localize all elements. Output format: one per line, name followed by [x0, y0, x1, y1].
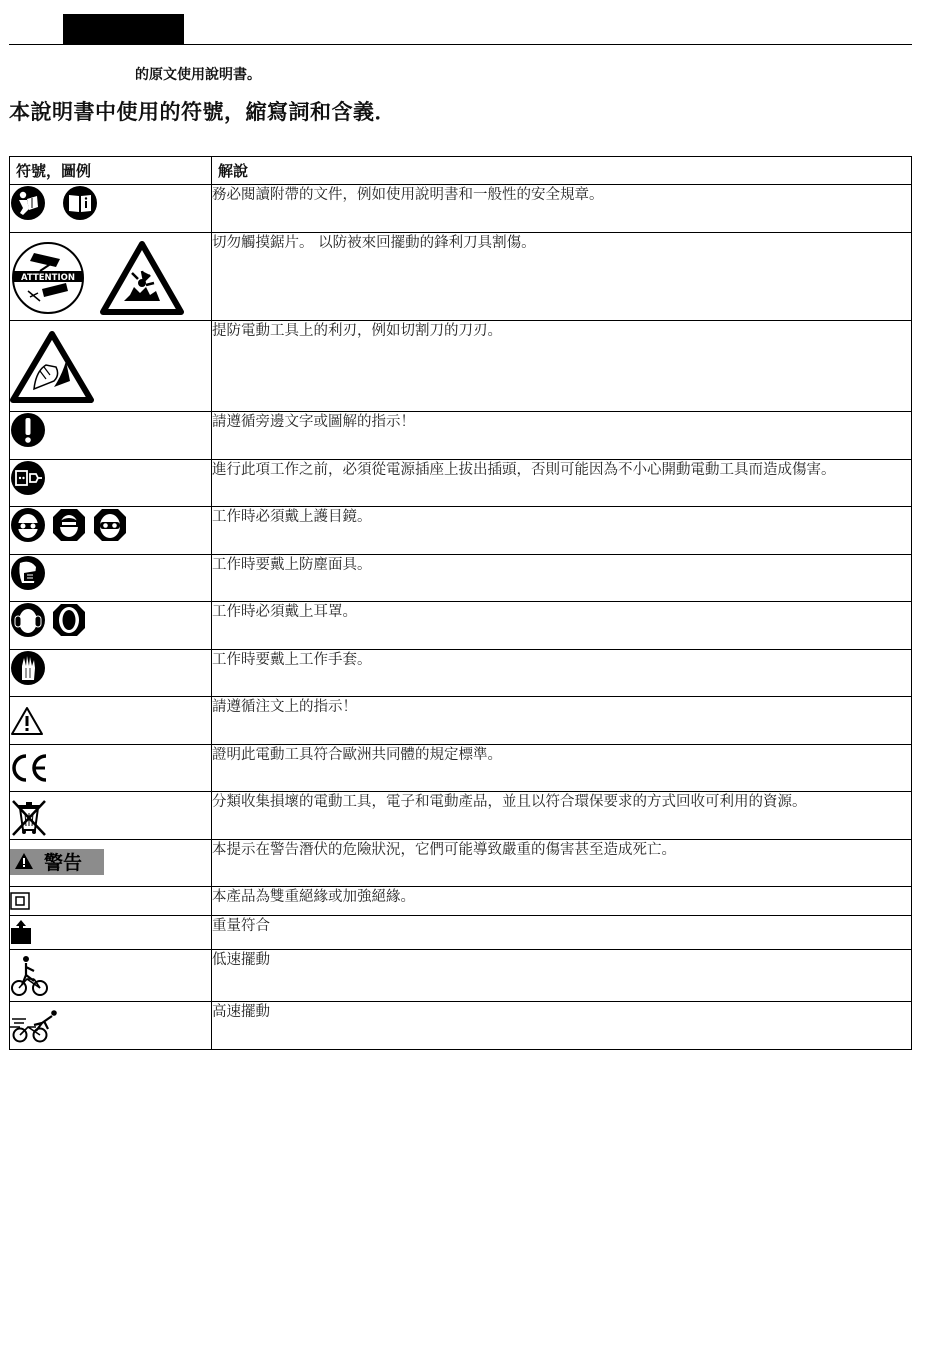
- weight-icon: [10, 920, 32, 944]
- column-header-symbol: 符號，圖例: [10, 157, 212, 185]
- explanation-cell: 請遵循注文上的指示！: [212, 697, 912, 745]
- gloves-icon: [10, 650, 46, 686]
- symbol-cell: [10, 697, 212, 745]
- explanation-cell: 工作時要戴上工作手套。: [212, 650, 912, 697]
- face-shield-icon: [51, 507, 87, 543]
- high-speed-icon: [10, 1009, 58, 1043]
- table-row: [10, 412, 912, 460]
- table-row: [10, 792, 912, 840]
- mandatory-instruction-icon: [10, 412, 46, 448]
- explanation-cell: 重量符合: [212, 916, 912, 950]
- page-title: 本說明書中使用的符號，縮寫詞和含義．: [9, 100, 396, 124]
- table-row: [10, 1002, 912, 1050]
- explanation-cell: 證明此電動工具符合歐洲共同體的規定標準。: [212, 745, 912, 792]
- goggles-icon: [92, 507, 128, 543]
- explanation-cell: 工作時必須戴上耳罩。: [212, 602, 912, 650]
- caution-triangle-icon: [10, 706, 44, 736]
- explanation-cell: 高速擺動: [212, 1002, 912, 1050]
- symbol-cell: [10, 185, 212, 233]
- header-rule: [9, 44, 912, 45]
- symbol-cell: [10, 507, 212, 555]
- blade-hazard-warning-icon: [100, 241, 184, 315]
- symbol-cell: [10, 840, 212, 887]
- table-row: [10, 185, 912, 233]
- dust-mask-icon: [10, 555, 46, 591]
- symbol-cell: [10, 233, 212, 321]
- explanation-cell: 低速擺動: [212, 950, 912, 1002]
- warning-label-text: 警告: [44, 852, 83, 874]
- double-insulation-icon: [10, 892, 30, 910]
- explanation-cell: 提防電動工具上的利刃，例如切割刀的刀刃。: [212, 321, 912, 412]
- symbol-cell: [10, 602, 212, 650]
- table-row: [10, 507, 912, 555]
- table-row: [10, 555, 912, 602]
- explanation-cell: 分類收集損壞的電動工具，電子和電動產品，並且以符合環保要求的方式回收可利用的資源。: [212, 792, 912, 840]
- explanation-cell: 本提示在警告潛伏的危險狀況，它們可能導致嚴重的傷害甚至造成死亡。: [212, 840, 912, 887]
- explanation-cell: 本產品為雙重絕緣或加強絕緣。: [212, 887, 912, 916]
- symbol-cell: [10, 650, 212, 697]
- unplug-icon: [10, 460, 46, 496]
- symbol-cell: [10, 555, 212, 602]
- table-header-row: [10, 157, 912, 185]
- symbol-cell: [10, 745, 212, 792]
- explanation-cell: 務必閱讀附帶的文件，例如使用說明書和一般性的安全規章。: [212, 185, 912, 233]
- explanation-cell: 請遵循旁邊文字或圖解的指示！: [212, 412, 912, 460]
- table-row: [10, 950, 912, 1002]
- svg-text:ATTENTION: ATTENTION: [21, 273, 75, 283]
- warning-label-icon: [10, 849, 104, 875]
- symbol-cell: [10, 887, 212, 916]
- table-row: [10, 840, 912, 887]
- explanation-cell: 工作時必須戴上護目鏡。: [212, 507, 912, 555]
- table-row: [10, 745, 912, 792]
- table-row: [10, 460, 912, 507]
- explanation-cell: 進行此項工作之前，必須從電源插座上拔出插頭，否則可能因為不小心開動電動工具而造成傷害。: [212, 460, 912, 507]
- symbol-cell: [10, 916, 212, 950]
- symbol-cell: [10, 792, 212, 840]
- low-speed-icon: [10, 955, 50, 997]
- ear-protection-icon: [51, 602, 87, 638]
- symbol-cell: [10, 460, 212, 507]
- symbol-cell: [10, 412, 212, 460]
- table-row: [10, 321, 912, 412]
- sharp-edge-warning-icon: [10, 331, 94, 403]
- symbol-cell: [10, 321, 212, 412]
- column-header-explanation: 解說: [212, 157, 912, 185]
- explanation-cell: 切勿觸摸鋸片。 以防被來回擺動的鋒利刀具割傷。: [212, 233, 912, 321]
- attention-blade-icon: [10, 241, 86, 315]
- ce-mark-icon: [10, 753, 50, 783]
- table-row: [10, 602, 912, 650]
- symbols-table: [9, 156, 912, 1050]
- table-row: [10, 650, 912, 697]
- symbol-cell: [10, 1002, 212, 1050]
- ear-muffs-icon: [10, 602, 46, 638]
- intro-text: 的原文使用說明書。: [135, 67, 261, 83]
- table-row: [10, 916, 912, 950]
- symbol-cell: [10, 950, 212, 1002]
- safety-glasses-icon: [10, 507, 46, 543]
- explanation-cell: 工作時要戴上防塵面具。: [212, 555, 912, 602]
- manual-info-icon: [62, 185, 98, 221]
- read-manual-icon: [10, 185, 46, 221]
- weee-bin-icon: [10, 798, 48, 836]
- table-row: [10, 697, 912, 745]
- table-row: [10, 887, 912, 916]
- table-row: [10, 233, 912, 321]
- header-black-tab: [63, 14, 184, 44]
